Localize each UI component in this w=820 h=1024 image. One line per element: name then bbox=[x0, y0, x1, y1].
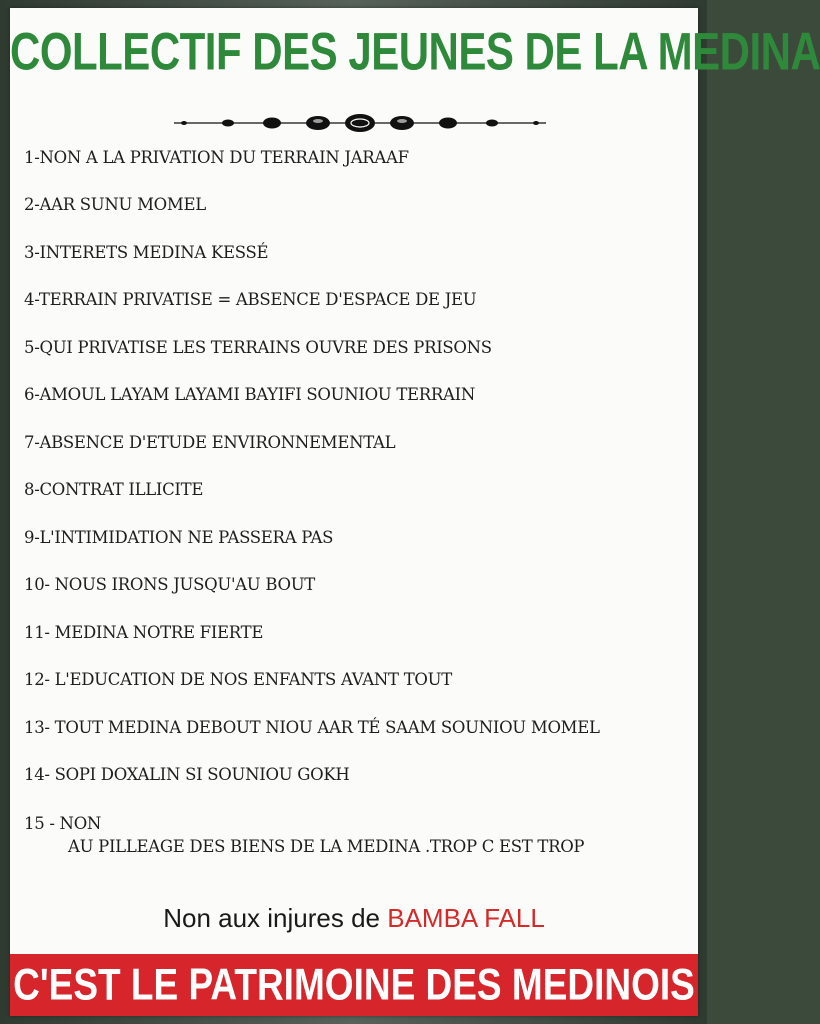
list-item: 2-AAR SUNU MOMEL bbox=[24, 195, 206, 214]
slogan bbox=[10, 903, 698, 934]
list-item: 14- SOPI DOXALIN SI SOUNIOU GOKH bbox=[24, 765, 350, 784]
footer-banner bbox=[10, 954, 698, 1016]
flyer-sheet bbox=[10, 8, 820, 1016]
list-item-15 bbox=[24, 814, 584, 856]
list-item: 5-QUI PRIVATISE LES TERRAINS OUVRE DES PRISONS bbox=[24, 338, 492, 357]
list-item: 1-NON A LA PRIVATION DU TERRAIN JARAAF bbox=[24, 148, 409, 167]
list-item: 8-CONTRAT ILLICITE bbox=[24, 480, 204, 499]
list-item: 13- TOUT MEDINA DEBOUT NIOU AAR TÉ SAAM SOUNIOU MOMEL bbox=[24, 718, 600, 737]
list-item: 4-TERRAIN PRIVATISE = ABSENCE D'ESPACE DE JEU bbox=[24, 290, 477, 309]
list-item: 9-L'INTIMIDATION NE PASSERA PAS bbox=[24, 528, 334, 547]
flyer-title: COLLECTIF DES JEUNES DE LA MEDINA bbox=[10, 22, 820, 81]
list-item: 11- MEDINA NOTRE FIERTE bbox=[24, 623, 264, 642]
list-item-15-line1: 15 - NON bbox=[24, 814, 102, 833]
list-item: 6-AMOUL LAYAM LAYAMI BAYIFI SOUNIOU TERRAIN bbox=[24, 385, 476, 404]
list-item-15-line2: AU PILLEAGE DES BIENS DE LA MEDINA .TROP C EST TROP bbox=[68, 837, 585, 856]
slogan-name: BAMBA FALL bbox=[387, 903, 545, 933]
list-item: 10- NOUS IRONS JUSQU'AU BOUT bbox=[24, 575, 316, 594]
decorative-divider bbox=[170, 108, 550, 138]
list-item: 7-ABSENCE D'ETUDE ENVIRONNEMENTAL bbox=[24, 433, 396, 452]
slogan-prefix: Non aux injures de bbox=[163, 903, 388, 933]
list-item: 3-INTERETS MEDINA KESSÉ bbox=[24, 243, 269, 262]
list-item: 12- L'EDUCATION DE NOS ENFANTS AVANT TOUT bbox=[24, 670, 452, 689]
footer-banner-text: C'EST LE PATRIMOINE DES MEDINOIS bbox=[13, 960, 695, 1010]
